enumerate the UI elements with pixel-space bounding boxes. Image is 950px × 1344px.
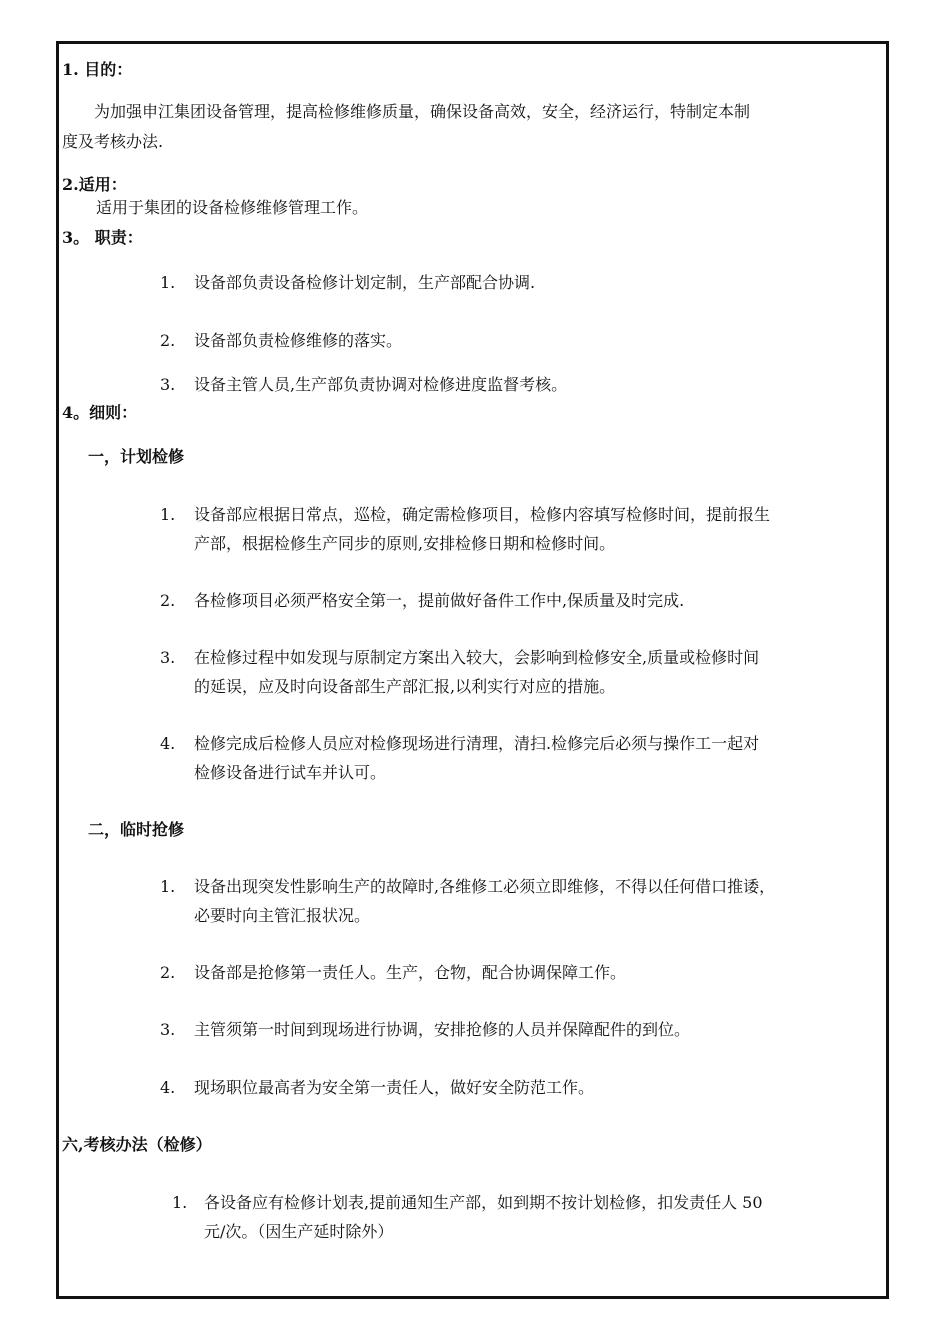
sub1-item-4-line2: 检修设备进行试车并认可。	[194, 763, 387, 782]
section-2-para: 适用于集团的设备检修维修管理工作。	[96, 198, 369, 217]
s3-item-3-number: 3.	[160, 375, 176, 394]
s6-item-1-number: 1.	[172, 1193, 188, 1212]
section-3-heading: 3。 职责：	[62, 228, 143, 247]
sub2-item-2-line1: 设备部是抢修第一责任人。生产，仓物，配合协调保障工作。	[194, 963, 627, 982]
section-1-para-line1: 为加强申江集团设备管理，提高检修维修质量，确保设备高效，安全，经济运行，特制定本制	[94, 102, 751, 121]
sub2-item-3-number: 3.	[160, 1020, 176, 1039]
section-4-heading: 4。细则：	[62, 403, 138, 422]
subsection-1-heading: 一，计划检修	[88, 447, 185, 466]
s3-item-1-text: 设备部负责设备检修计划定制，生产部配合协调.	[194, 273, 536, 292]
sub2-item-1-line2: 必要时向主管汇报状况。	[194, 906, 371, 925]
sub2-item-4-number: 4.	[160, 1078, 176, 1097]
s3-item-2-number: 2.	[160, 331, 176, 350]
subsection-2-heading: 二，临时抢修	[88, 820, 185, 839]
sub1-item-2-number: 2.	[160, 591, 176, 610]
sub2-item-2-number: 2.	[160, 963, 176, 982]
sub2-item-1-number: 1.	[160, 877, 176, 896]
sub2-item-1-line1: 设备出现突发性影响生产的故障时,各维修工必须立即维修，不得以任何借口推诿，	[194, 877, 776, 896]
sub1-item-3-line2: 的延误，应及时向设备部生产部汇报,以利实行对应的措施。	[194, 677, 616, 696]
section-1-para-line2: 度及考核办法.	[62, 132, 164, 151]
sub1-item-4-line1: 检修完成后检修人员应对检修现场进行清理，清扫.检修完后必须与操作工一起对	[194, 734, 760, 753]
s3-item-2-text: 设备部负责检修维修的落实。	[194, 331, 403, 350]
sub2-item-3-line1: 主管须第一时间到现场进行协调，安排抢修的人员并保障配件的到位。	[194, 1020, 691, 1039]
s3-item-3-text: 设备主管人员,生产部负责协调对检修进度监督考核。	[194, 375, 568, 394]
sub1-item-1-number: 1.	[160, 505, 176, 524]
sub1-item-3-number: 3.	[160, 648, 176, 667]
sub2-item-4-line1: 现场职位最高者为安全第一责任人，做好安全防范工作。	[194, 1078, 595, 1097]
sub1-item-4-number: 4.	[160, 734, 176, 753]
sub1-item-2-line1: 各检修项目必须严格安全第一，提前做好备件工作中,保质量及时完成.	[194, 591, 685, 610]
s6-item-1-line1: 各设备应有检修计划表,提前通知生产部，如到期不按计划检修，扣发责任人 50	[204, 1193, 763, 1212]
s3-item-1-number: 1.	[160, 273, 176, 292]
section-1-heading: 1. 目的：	[62, 60, 133, 79]
sub1-item-1-line1: 设备部应根据日常点，巡检，确定需检修项目，检修内容填写检修时间，提前报生	[194, 505, 771, 524]
sub1-item-1-line2: 产部，根据检修生产同步的原则,安排检修日期和检修时间。	[194, 534, 616, 553]
section-6-heading: 六,考核办法（检修）	[62, 1135, 212, 1154]
s6-item-1-line2: 元/次。（因生产延时除外）	[204, 1222, 394, 1241]
section-2-heading: 2.适用：	[62, 175, 127, 194]
sub1-item-3-line1: 在检修过程中如发现与原制定方案出入较大，会影响到检修安全,质量或检修时间	[194, 648, 760, 667]
